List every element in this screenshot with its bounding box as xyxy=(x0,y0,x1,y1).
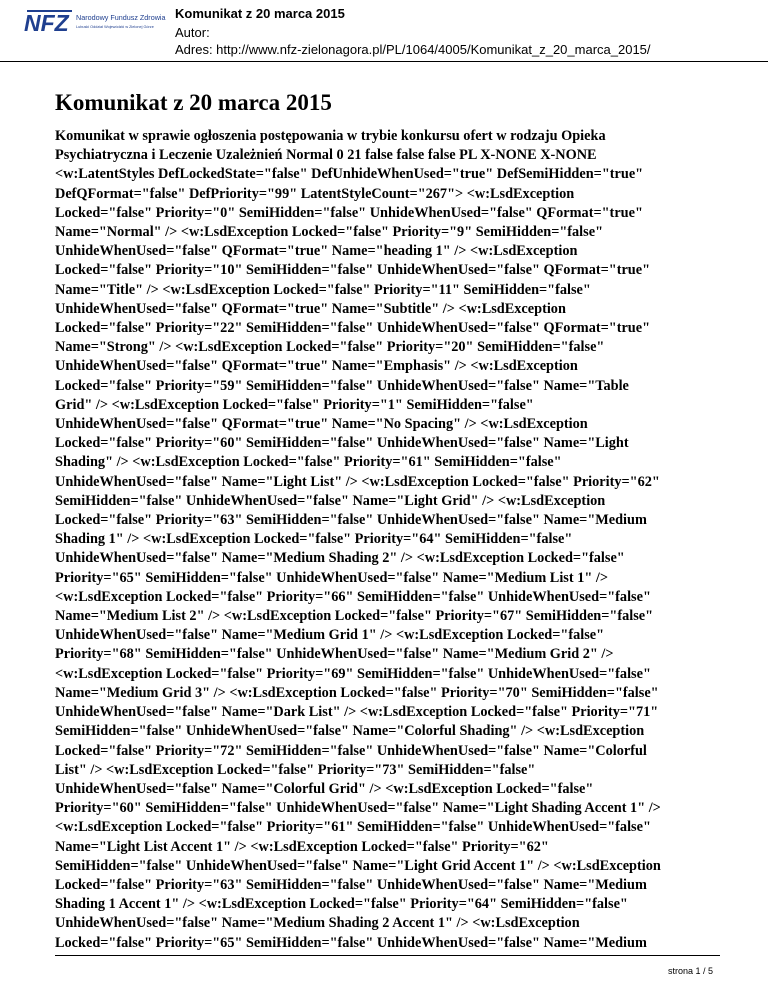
body-line: Priority="60" SemiHidden="false" UnhideWhenUsed="false" Name="Light Shading Accent 1" /> xyxy=(55,800,661,817)
page-number: strona 1 / 5 xyxy=(667,966,713,976)
body-line: Priority="65" SemiHidden="false" UnhideWhenUsed="false" Name="Medium List 1" /> xyxy=(55,569,608,586)
body-line: SemiHidden="false" UnhideWhenUsed="false" Name="Light Grid Accent 1" /> <w:LsdException xyxy=(55,857,661,874)
body-line: Locked="false" Priority="22" SemiHidden="false" UnhideWhenUsed="false" QFormat="true" xyxy=(55,320,651,337)
nfz-logo xyxy=(24,7,168,39)
body-line: UnhideWhenUsed="false" QFormat="true" Name="Subtitle" /> <w:LsdException xyxy=(55,300,566,317)
body-line: Name="Medium Grid 3" /> <w:LsdException Locked="false" Priority="70" SemiHidden="false" xyxy=(55,684,659,701)
body-line: UnhideWhenUsed="false" Name="Medium Grid 1" /> <w:LsdException Locked="false" xyxy=(55,627,605,644)
body-line: <w:LsdException Locked="false" Priority="61" SemiHidden="false" UnhideWhenUsed="false" xyxy=(55,819,651,836)
body-line: Shading 1" /> <w:LsdException Locked="false" Priority="64" SemiHidden="false" xyxy=(55,531,573,548)
body-line: Name="Title" /> <w:LsdException Locked="false" Priority="11" SemiHidden="false" xyxy=(55,281,591,298)
body-line: Locked="false" Priority="72" SemiHidden="false" UnhideWhenUsed="false" Name="Colorful xyxy=(55,742,647,759)
body-line: UnhideWhenUsed="false" QFormat="true" Name="Emphasis" /> <w:LsdException xyxy=(55,358,578,375)
footer-divider xyxy=(55,955,720,956)
nfz-logo-graphic xyxy=(24,7,168,39)
body-line: SemiHidden="false" UnhideWhenUsed="false" Name="Light Grid" /> <w:LsdException xyxy=(55,492,606,509)
page-title: Komunikat z 20 marca 2015 xyxy=(55,90,332,115)
body-line: UnhideWhenUsed="false" Name="Medium Shading 2" /> <w:LsdException Locked="false" xyxy=(55,550,625,567)
body-line: Locked="false" Priority="60" SemiHidden="false" UnhideWhenUsed="false" Name="Light xyxy=(55,435,629,452)
body-line: Name="Strong" /> <w:LsdException Locked="false" Priority="20" SemiHidden="false" xyxy=(55,339,605,356)
nfz-logo-line2: Lubuski Oddział Wojewódzki w Zielonej Górze xyxy=(76,25,154,29)
body-line: <w:LatentStyles DefLockedState="false" DefUnhideWhenUsed="true" DefSemiHidden="true" xyxy=(55,166,644,183)
body-line: Locked="false" Priority="65" SemiHidden="false" UnhideWhenUsed="false" Name="Medium xyxy=(55,934,647,951)
body-line: DefQFormat="false" DefPriority="99" LatentStyleCount="267"> <w:LsdException xyxy=(55,185,575,202)
article-body xyxy=(55,127,720,953)
header-divider xyxy=(0,61,768,62)
body-line: UnhideWhenUsed="false" Name="Dark List" /> <w:LsdException Locked="false" Priority="71" xyxy=(55,704,659,721)
body-line: <w:LsdException Locked="false" Priority="69" SemiHidden="false" UnhideWhenUsed="false" xyxy=(55,665,651,682)
body-line: Locked="false" Priority="10" SemiHidden="false" UnhideWhenUsed="false" QFormat="true" xyxy=(55,262,651,279)
body-line: SemiHidden="false" UnhideWhenUsed="false" Name="Colorful Shading" /> <w:LsdException xyxy=(55,723,645,740)
body-line: UnhideWhenUsed="false" Name="Light List" /> <w:LsdException Locked="false" Priority="62" xyxy=(55,473,660,490)
body-line: Locked="false" Priority="0" SemiHidden="false" UnhideWhenUsed="false" QFormat="true" xyxy=(55,204,643,221)
body-line: Priority="68" SemiHidden="false" UnhideWhenUsed="false" Name="Medium Grid 2" /> xyxy=(55,646,614,663)
header-title: Komunikat z 20 marca 2015 xyxy=(175,6,345,21)
header-author: Autor: xyxy=(175,25,210,40)
body-line: <w:LsdException Locked="false" Priority="66" SemiHidden="false" UnhideWhenUsed="false" xyxy=(55,588,651,605)
page-header xyxy=(0,0,768,62)
body-line: Locked="false" Priority="63" SemiHidden="false" UnhideWhenUsed="false" Name="Medium xyxy=(55,876,647,893)
body-line: Psychiatryczna i Leczenie Uzależnień Normal 0 21 false false false PL X-NONE X-NONE xyxy=(55,147,597,164)
body-line: Komunikat w sprawie ogłoszenia postępowania w trybie konkursu ofert w rodzaju Opieka xyxy=(55,128,606,144)
body-line: Name="Light List Accent 1" /> <w:LsdException Locked="false" Priority="62" xyxy=(55,838,549,855)
body-line: UnhideWhenUsed="false" QFormat="true" Name="No Spacing" /> <w:LsdException xyxy=(55,416,588,433)
body-line: UnhideWhenUsed="false" Name="Colorful Grid" /> <w:LsdException Locked="false" xyxy=(55,780,594,797)
body-line: Shading" /> <w:LsdException Locked="false" Priority="61" SemiHidden="false" xyxy=(55,454,562,471)
body-line: UnhideWhenUsed="false" QFormat="true" Name="heading 1" /> <w:LsdException xyxy=(55,243,578,260)
body-line: Shading 1 Accent 1" /> <w:LsdException Locked="false" Priority="64" SemiHidden="false" xyxy=(55,896,628,913)
nfz-logo-mark: NFZ xyxy=(24,10,69,36)
body-line: UnhideWhenUsed="false" Name="Medium Shading 2 Accent 1" /> <w:LsdException xyxy=(55,915,580,932)
body-line: List" /> <w:LsdException Locked="false" Priority="73" SemiHidden="false" xyxy=(55,761,536,778)
nfz-logo-line1: Narodowy Fundusz Zdrowia xyxy=(76,13,166,22)
body-line: Grid" /> <w:LsdException Locked="false" Priority="1" SemiHidden="false" xyxy=(55,396,534,413)
body-line: Name="Normal" /> <w:LsdException Locked="false" Priority="9" SemiHidden="false" xyxy=(55,224,604,241)
header-address: Adres: http://www.nfz-zielonagora.pl/PL/1064/4005/Komunikat_z_20_marca_2015/ xyxy=(175,42,651,57)
body-line: Locked="false" Priority="59" SemiHidden="false" UnhideWhenUsed="false" Name="Table xyxy=(55,377,629,394)
body-line: Locked="false" Priority="63" SemiHidden="false" UnhideWhenUsed="false" Name="Medium xyxy=(55,512,647,529)
body-line: Name="Medium List 2" /> <w:LsdException Locked="false" Priority="67" SemiHidden="false" xyxy=(55,608,654,625)
